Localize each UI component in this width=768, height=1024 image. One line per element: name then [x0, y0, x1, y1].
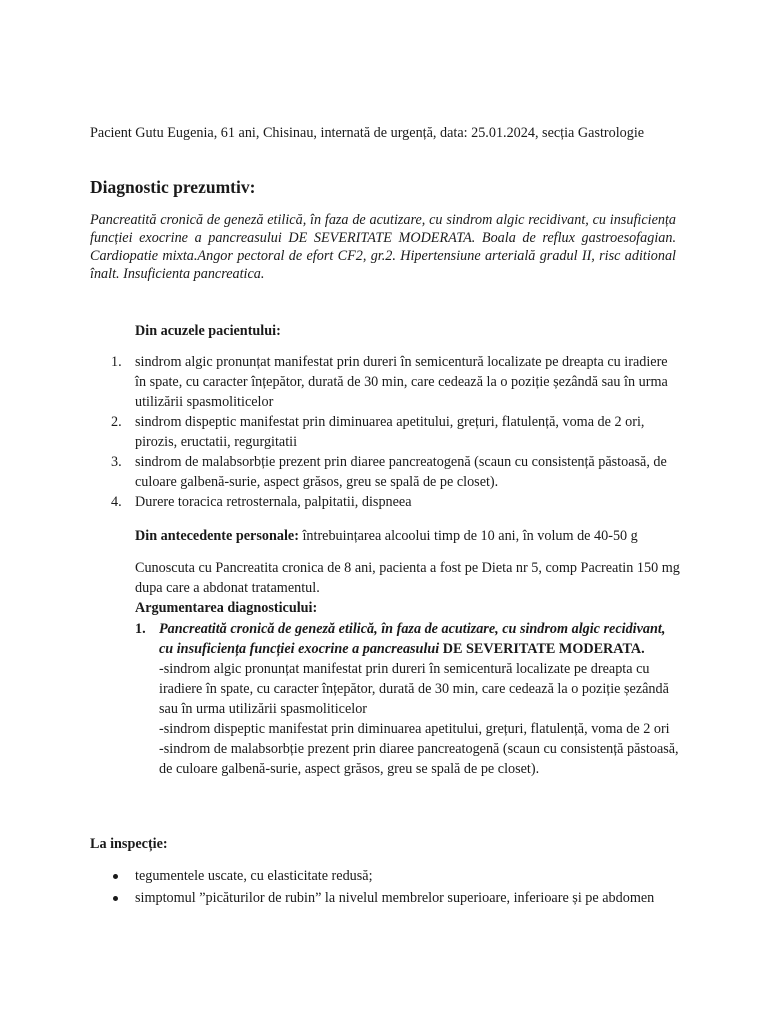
list-item: [135, 619, 679, 779]
item-text: sindrom de malabsorbție prezent prin diaree pancreatogenă (scaun cu consistență păstoasă, de culoare galbenă-surie, aspect grăsos, greu se spală de pe closet).: [135, 454, 667, 490]
item-text: tegumentele uscate, cu elasticitate redusă;: [135, 868, 373, 884]
item-text: simptomul ”picăturilor de rubin” la nivelul membrelor superioare, inferioare și pe abdomen: [135, 890, 655, 906]
item-text: Durere toracica retrosternala, palpitatii, dispneea: [135, 494, 412, 510]
argument-diagnosis-text: Pancreatită cronică de geneză etilică, în faza de acutizare, cu sindrom algic recidivant, cu insuficiența funcției exocrine a pancreasului: [159, 621, 666, 657]
diagnosis-text: Pancreatită cronică de geneză etilică, în faza de acutizare, cu sindrom algic recidivant, cu insuficiența funcției exocrine a pancreasului DE SEVERITATE MODERATA. Boala de reflux gastroesofagian. Cardiopatie mixta.Angor pectoral de efort CF2, gr.2. Hipertensiune arterială gradul II, risc aditional înalt. Insuficienta pancreatica.: [90, 212, 676, 282]
list-item: [111, 452, 680, 492]
argument-heading: Argumentarea diagnosticului:: [135, 600, 318, 616]
diagnosis-heading: Diagnostic prezumtiv:: [90, 177, 256, 197]
list-item: [135, 888, 680, 908]
argument-list: [135, 619, 679, 779]
list-item: [111, 492, 680, 512]
patient-info: Pacient Gutu Eugenia, 61 ani, Chisinau, internată de urgență, data: 25.01.2024, secția Gastrologie: [90, 125, 645, 141]
argument-line: -sindrom algic pronunțat manifestat prin dureri în semicentură localizate pe dreapta cu iradiere în spate, cu caracter înțepător, durată de 30 min, care cedează la o poziție șezândă sau în urma utilizării spasmoliticelor: [159, 661, 669, 717]
inspection-heading: La inspecție:: [90, 836, 168, 852]
complaints-list: [111, 352, 680, 512]
inspection-list: [135, 866, 680, 908]
known-condition: Cunoscuta cu Pancreatita cronica de 8 ani, pacienta a fost pe Dieta nr 5, comp Pacreatin 150 mg dupa care a abdonat tratamentul.: [135, 560, 680, 596]
bullet-icon: [113, 874, 118, 879]
item-number: 4.: [111, 494, 122, 510]
complaints-heading: Din acuzele pacientului:: [135, 323, 281, 339]
personal-history: [135, 526, 695, 546]
item-text: sindrom dispeptic manifestat prin diminuarea apetitului, grețuri, flatulență, voma de 2 ori, pirozis, eructatii, regurgitatii: [135, 414, 645, 450]
argument-line: -sindrom dispeptic manifestat prin diminuarea apetitului, grețuri, flatulență, voma de 2 ori: [159, 721, 670, 737]
list-item: [111, 352, 680, 412]
history-label: Din antecedente personale:: [135, 528, 299, 544]
bullet-icon: [113, 896, 118, 901]
argument-diagnosis: [159, 619, 679, 659]
list-item: [111, 412, 680, 452]
item-number: 1.: [111, 354, 122, 370]
history-text: întrebuințarea alcoolui timp de 10 ani, în volum de 40-50 g: [298, 528, 638, 544]
item-number: 3.: [111, 454, 122, 470]
argument-line: -sindrom de malabsorbție prezent prin diaree pancreatogenă (scaun cu consistență păstoasă, de culoare galbenă-surie, aspect grăsos, greu se spală de pe closet).: [159, 741, 679, 777]
item-number: 2.: [111, 414, 122, 430]
argument-severity: DE SEVERITATE MODERATA.: [442, 641, 645, 657]
list-item: [135, 866, 680, 886]
item-text: sindrom algic pronunțat manifestat prin dureri în semicentură localizate pe dreapta cu iradiere în spate, cu caracter înțepător, durată de 30 min, care cedează la o poziție șezândă sau în urma utilizării spasmoliticelor: [135, 354, 668, 410]
item-number: 1.: [135, 621, 146, 637]
